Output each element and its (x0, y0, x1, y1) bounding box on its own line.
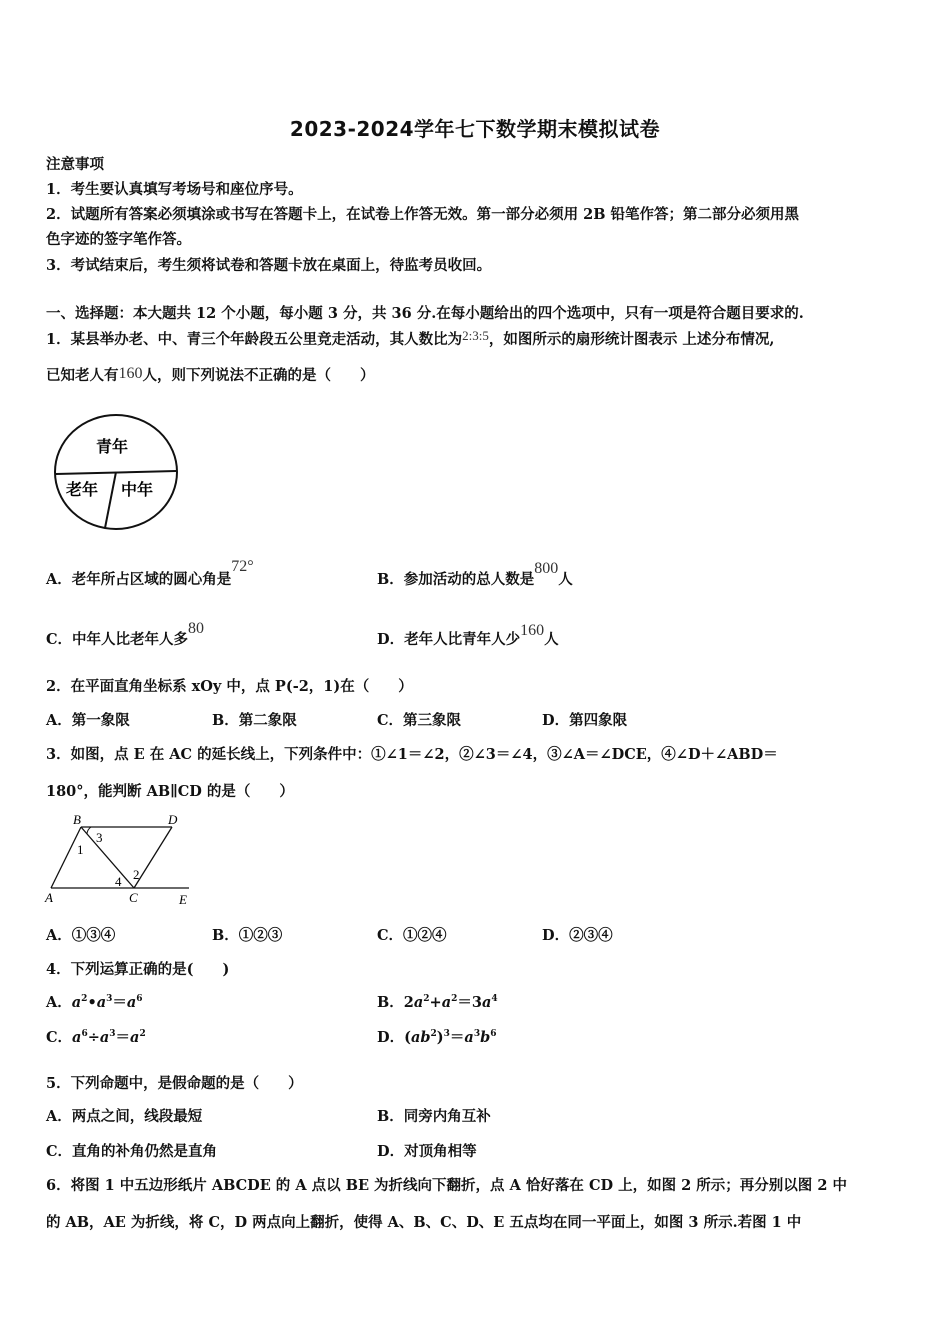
page-title: 2023-2024学年七下数学期末模拟试卷 (289, 117, 661, 141)
q4-option-c: C．$a^6\div a^3=a^2$ (46, 1029, 146, 1046)
pie-label-youth: 青年 (96, 437, 129, 456)
q3-option-a: A．①③④ (46, 927, 116, 944)
q4-stem: 4．下列运算正确的是( ) (46, 961, 230, 978)
q3-option-d: D．②③④ (542, 927, 613, 944)
pie-divider-slanted (105, 472, 116, 528)
label-e: E (179, 892, 187, 907)
label-b: B (73, 812, 81, 827)
notice-item: 1．考生要认真填写考场号和座位序号。 (46, 181, 303, 198)
q2-option-b: B．第二象限 (212, 712, 297, 729)
q4-option-d: D．$(ab^2)^3=a^3b^6$ (377, 1029, 497, 1046)
q1-option-d-value: 160 (520, 622, 545, 639)
line-ab (51, 827, 81, 888)
pie-label-middle: 中年 (121, 480, 154, 499)
q1-option-c-value: 80 (188, 620, 205, 637)
label-angle-4: 4 (115, 874, 122, 889)
q6-line1: 6．将图 1 中五边形纸片 ABCDE 的 A 点以 BE 为折线向下翻折，点 A 恰好落在 CD 上，如图 2 所示；再分别以图 2 中 (46, 1177, 847, 1194)
line-bc (81, 827, 134, 888)
q1-line1: 1．某县举办老、中、青三个年龄段五公里竞走活动，其人数比为2:3:5，如图所示的扇形统计图表示 上述分布情况, (46, 328, 775, 348)
section-heading: 一、选择题：本大题共 12 个小题，每小题 3 分，共 36 分.在每小题给出的四个选项中，只有一项是符合题目要求的. (46, 305, 804, 322)
label-c: C (129, 890, 138, 905)
label-a: A (45, 890, 53, 905)
label-d: D (168, 812, 178, 827)
q3-option-b: B．①②③ (212, 927, 283, 944)
q3-option-c: C．①②④ (377, 927, 447, 944)
q5-stem: 5．下列命题中，是假命题的是（ ） (46, 1075, 303, 1092)
notice-item: 3．考试结束后，考生须将试卷和答题卡放在桌面上，待监考员收回。 (46, 257, 492, 274)
pie-chart-figure (54, 414, 180, 532)
notice-heading: 注意事项 (46, 156, 104, 173)
q3-line2: 180°，能判断 AB∥CD 的是（ ） (46, 783, 294, 800)
q5-option-b: B．同旁内角互补 (377, 1108, 491, 1125)
pie-label-elderly: 老年 (66, 480, 99, 499)
notice-item: 2．试题所有答案必须填涂或书写在答题卡上，在试卷上作答无效。第一部分必须用 2B 铅笔作答；第二部分必须用黑 (46, 206, 800, 223)
label-angle-3: 3 (96, 830, 103, 845)
q2-option-c: C．第三象限 (377, 712, 462, 729)
q1-option-b: B．参加活动的总人数是800人 (377, 560, 573, 588)
label-angle-2: 2 (133, 867, 140, 882)
q6-line2: 的 AB，AE 为折线，将 C，D 两点向上翻折，使得 A、B、C、D、E 五点均在同一平面上，如图 3 所示.若图 1 中 (46, 1214, 802, 1231)
q4-option-b: B．$2a^2+a^2=3a^4$ (377, 994, 498, 1011)
q5-option-a: A．两点之间，线段最短 (46, 1108, 203, 1125)
q1-number: 160 (118, 365, 143, 382)
q1-option-b-value: 800 (534, 560, 559, 577)
q1-option-d: D．老年人比青年人少160人 (377, 622, 559, 648)
q3-geometry-figure (44, 812, 194, 908)
q2-option-d: D．第四象限 (542, 712, 628, 729)
q4-option-a: A．$a^2•a^3=a^6$ (46, 994, 143, 1011)
q1-option-a: A．老年所占区域的圆心角是72° (46, 558, 254, 588)
q1-option-c: C．中年人比老年人多80 (46, 620, 205, 648)
q1-ratio: 2:3:5 (462, 328, 489, 343)
q5-option-c: C．直角的补角仍然是直角 (46, 1143, 218, 1160)
q3-line1: 3．如图，点 E 在 AC 的延长线上，下列条件中：①∠1＝∠2，②∠3＝∠4，③∠A＝∠DCE，④∠D＋∠ABD＝ (46, 746, 778, 763)
label-angle-1: 1 (77, 842, 84, 857)
q5-option-d: D．对顶角相等 (377, 1143, 477, 1160)
q2-stem: 2．在平面直角坐标系 xOy 中，点 P(-2，1)在（ ） (46, 678, 413, 695)
q1-option-a-value: 72° (231, 558, 254, 575)
notice-item: 色字迹的签字笔作答。 (46, 231, 191, 248)
line-cd (134, 827, 172, 888)
q2-option-a: A．第一象限 (46, 712, 130, 729)
q1-line2: 已知老人有160人，则下列说法不正确的是（ ） (46, 365, 375, 384)
angle-arc (87, 827, 91, 834)
